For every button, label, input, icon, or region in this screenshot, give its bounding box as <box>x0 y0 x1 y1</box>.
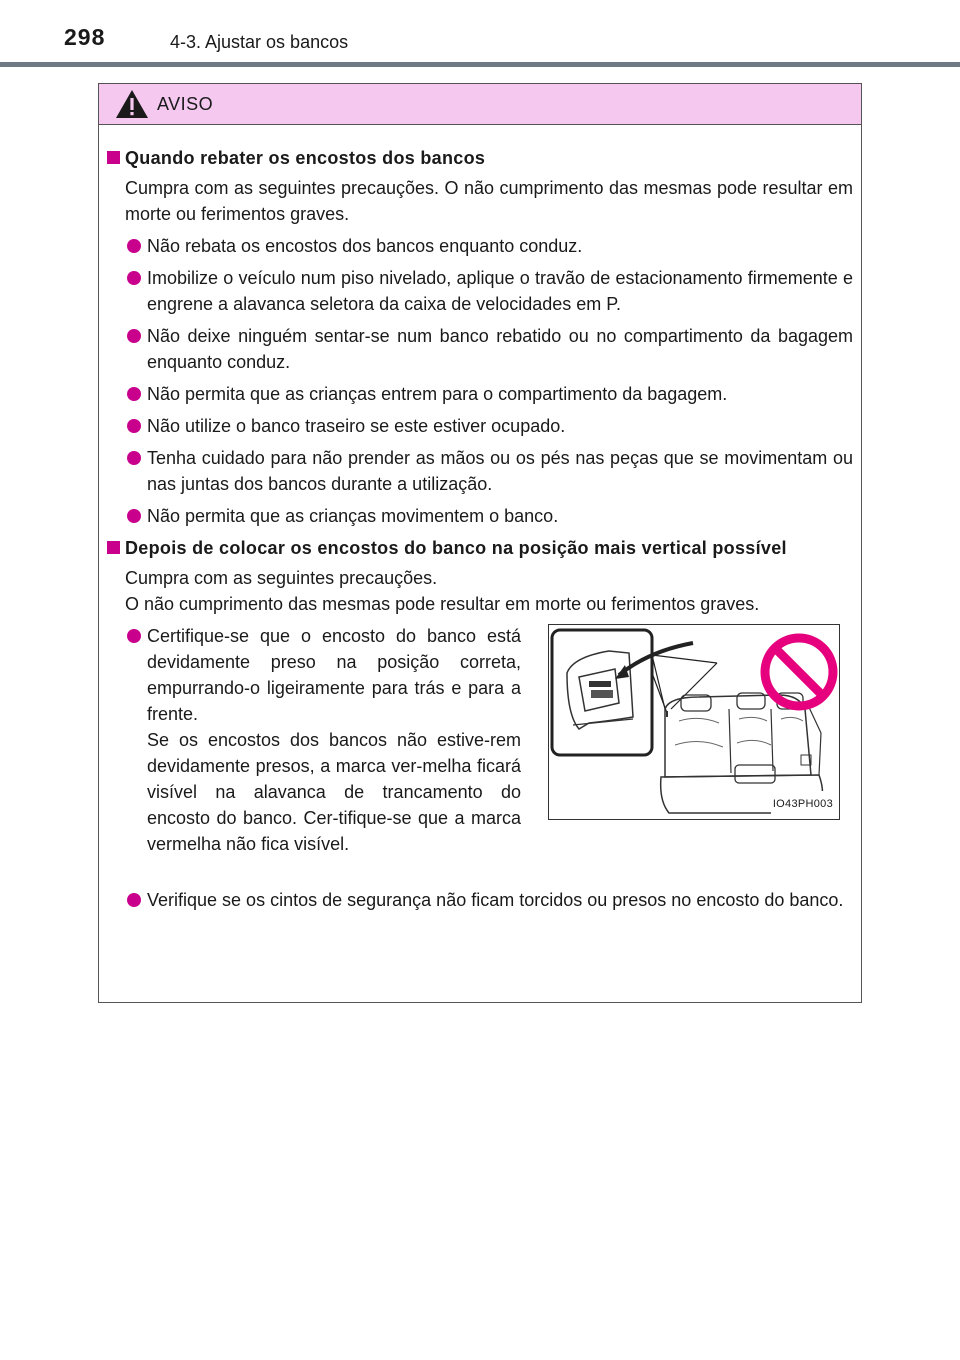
section-heading <box>103 535 853 561</box>
bullet-dot-icon <box>127 509 141 523</box>
list-item <box>103 503 853 529</box>
square-bullet-icon <box>107 151 120 164</box>
list-item <box>103 887 853 913</box>
list-item-text: Não permita que as crianças entrem para o compartimento da bagagem. <box>147 384 728 404</box>
list-item <box>103 413 853 439</box>
bullet-dot-icon <box>127 451 141 465</box>
section-title: 4-3. Ajustar os bancos <box>170 32 349 52</box>
list-item-text: Se os encostos dos bancos não estive-rem devidamente presos, a marca ver-melha ficará visível na alavanca de trancamento do encosto do banco. Cer-tifique-se que a marca vermelha não fica visível. <box>147 730 521 854</box>
bullet-dot-icon <box>127 271 141 285</box>
warning-triangle-icon <box>115 89 149 119</box>
bullet-dot-icon <box>127 239 141 253</box>
section-intro <box>103 175 853 227</box>
rear-seat-drawing <box>549 625 839 819</box>
square-bullet-icon <box>107 541 120 554</box>
list-item <box>103 323 853 375</box>
page-header <box>0 0 960 68</box>
bullet-dot-icon <box>127 893 141 907</box>
bullet-dot-icon <box>127 387 141 401</box>
warning-content <box>99 125 861 913</box>
rear-seat-illustration <box>548 624 840 820</box>
list-item-text: Não deixe ninguém sentar-se num banco rebatido ou no compartimento da bagagem enquanto conduz. <box>147 326 853 372</box>
prohibition-icon <box>765 638 833 706</box>
figure-code: IO43PH003 <box>771 791 835 817</box>
section-heading-text: Depois de colocar os encostos do banco na posição mais vertical possível <box>125 538 787 558</box>
bullet-dot-icon <box>127 419 141 433</box>
list-item <box>103 265 853 317</box>
list-item-text: Verifique se os cintos de segurança não ficam torcidos ou presos no encosto do banco. <box>147 890 844 910</box>
warning-box <box>98 83 862 1003</box>
warning-label: AVISO <box>157 94 214 114</box>
bullet-dot-icon <box>127 329 141 343</box>
list-item <box>103 445 853 497</box>
list-item-text: Não utilize o banco traseiro se este estiver ocupado. <box>147 416 566 436</box>
section-intro <box>103 565 853 617</box>
bullet-list <box>103 887 853 913</box>
bullet-dot-icon <box>127 629 141 643</box>
list-item <box>103 233 853 259</box>
intro-line: Cumpra com as seguintes precauções. O não cumprimento das mesmas pode resultar em morte ou ferimentos graves. <box>125 178 853 224</box>
list-item <box>103 381 853 407</box>
list-item <box>103 623 521 857</box>
warning-header <box>99 84 861 125</box>
intro-line: O não cumprimento das mesmas pode resultar em morte ou ferimentos graves. <box>125 594 760 614</box>
intro-line: Cumpra com as seguintes precauções. <box>125 568 438 588</box>
list-item-text: Tenha cuidado para não prender as mãos ou os pés nas peças que se movimentam ou nas juntas dos bancos durante a utilização. <box>147 448 853 494</box>
list-item-text: Não permita que as crianças movimentem o banco. <box>147 506 559 526</box>
page-number: 298 <box>64 24 106 50</box>
figure-row <box>103 623 853 881</box>
list-item-text: Certifique-se que o encosto do banco está devidamente preso na posição correta, empurrando-o ligeiramente para trás e para a frente. <box>147 626 521 724</box>
bullet-list <box>103 233 853 529</box>
section-heading <box>103 145 853 171</box>
list-item-text: Não rebata os encostos dos bancos enquanto conduz. <box>147 236 583 256</box>
header-divider <box>0 62 960 67</box>
section-heading-text: Quando rebater os encostos dos bancos <box>125 148 486 168</box>
list-item-text: Imobilize o veículo num piso nivelado, aplique o travão de estacionamento firmemente e engrene a alavanca seletora da caixa de velocidades em P. <box>147 268 853 314</box>
